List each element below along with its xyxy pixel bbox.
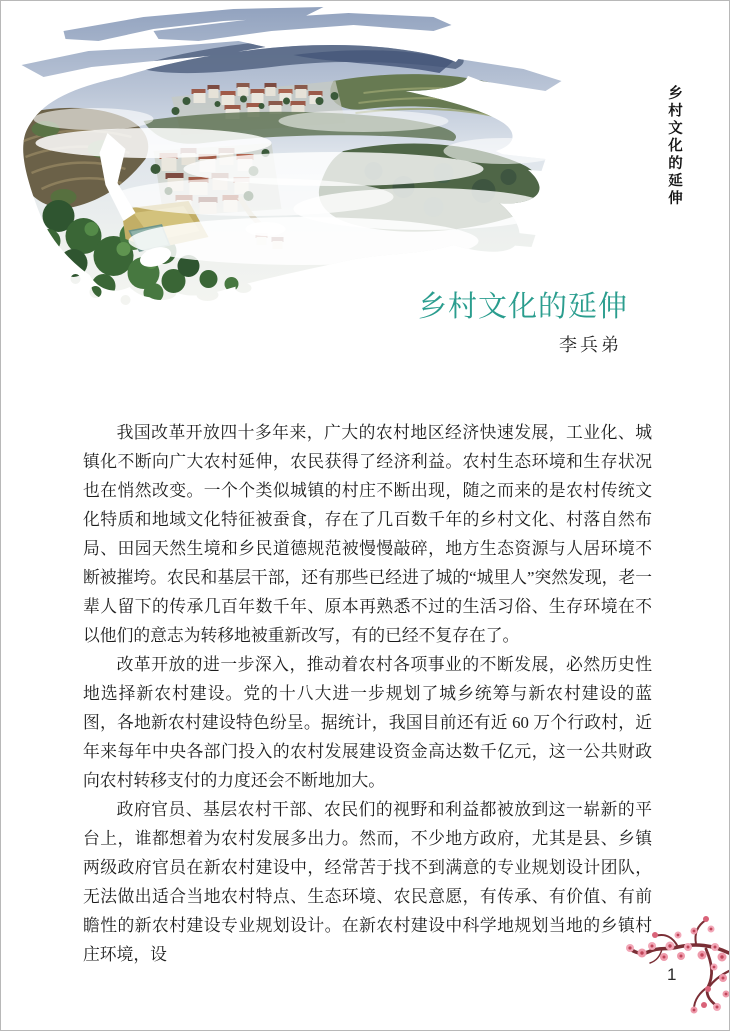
plum-blossoms	[626, 916, 729, 1014]
paragraph-2: 改革开放的进一步深入，推动着农村各项事业的不断发展，必然历史性地选择新农村建设。党的十八大进一步规划了城乡统筹与新农村建设的蓝图，各地新农村建设特色纷呈。据统计，我国目前还有近 60 万个行政村，近年来每年中央各部门投入的农村发展建设资金高达数千亿元，这一公共财政向农村转移支付的力度还会不断地加大。	[83, 655, 652, 790]
running-head-vertical: 乡村文化的延伸	[666, 85, 682, 208]
paragraph-3: 政府官员、基层农村干部、农民们的视野和利益都被放到这一崭新的平台上，谁都想着为农村发展多出力。然而，不少地方政府，尤其是县、乡镇两级政府官员在新农村建设中，经常苦于找不到满意的专业规划设计团队，无法做出适合当地农村特点、生态环境、农民意愿，有传承、有价值、有前瞻性的新农村建设专业规划设计。在新农村建设中科学地规划当地的乡镇村庄环境，设	[83, 800, 652, 964]
article-body	[83, 418, 652, 969]
page-number: 1	[667, 965, 677, 984]
paragraph-1: 我国改革开放四十多年来，广大的农村地区经济快速发展，工业化、城镇化不断向广大农村延伸，农民获得了经济利益。农村生态环境和生存状况也在悄然改变。一个个类似城镇的村庄不断出现，随之而来的是农村传统文化特质和地域文化特征被蚕食，存在了几百数千年的乡村文化、村落自然布局、田园天然生境和乡民道德规范被慢慢敲碎，地方生态资源与人居环境不断被摧垮。农民和基层干部，还有那些已经进了城的“城里人”突然发现，老一辈人留下的传承几百年数千年、原本再熟悉不过的生活习俗、生存环境在不以他们的意志为转移地被重新改写，有的已经不复存在了。	[83, 423, 652, 645]
hero-image-misty-village	[1, 1, 626, 311]
page-title: 乡村文化的延伸	[417, 291, 628, 323]
author-name: 李兵弟	[559, 335, 622, 355]
plum-blossom-decoration	[618, 889, 729, 1031]
